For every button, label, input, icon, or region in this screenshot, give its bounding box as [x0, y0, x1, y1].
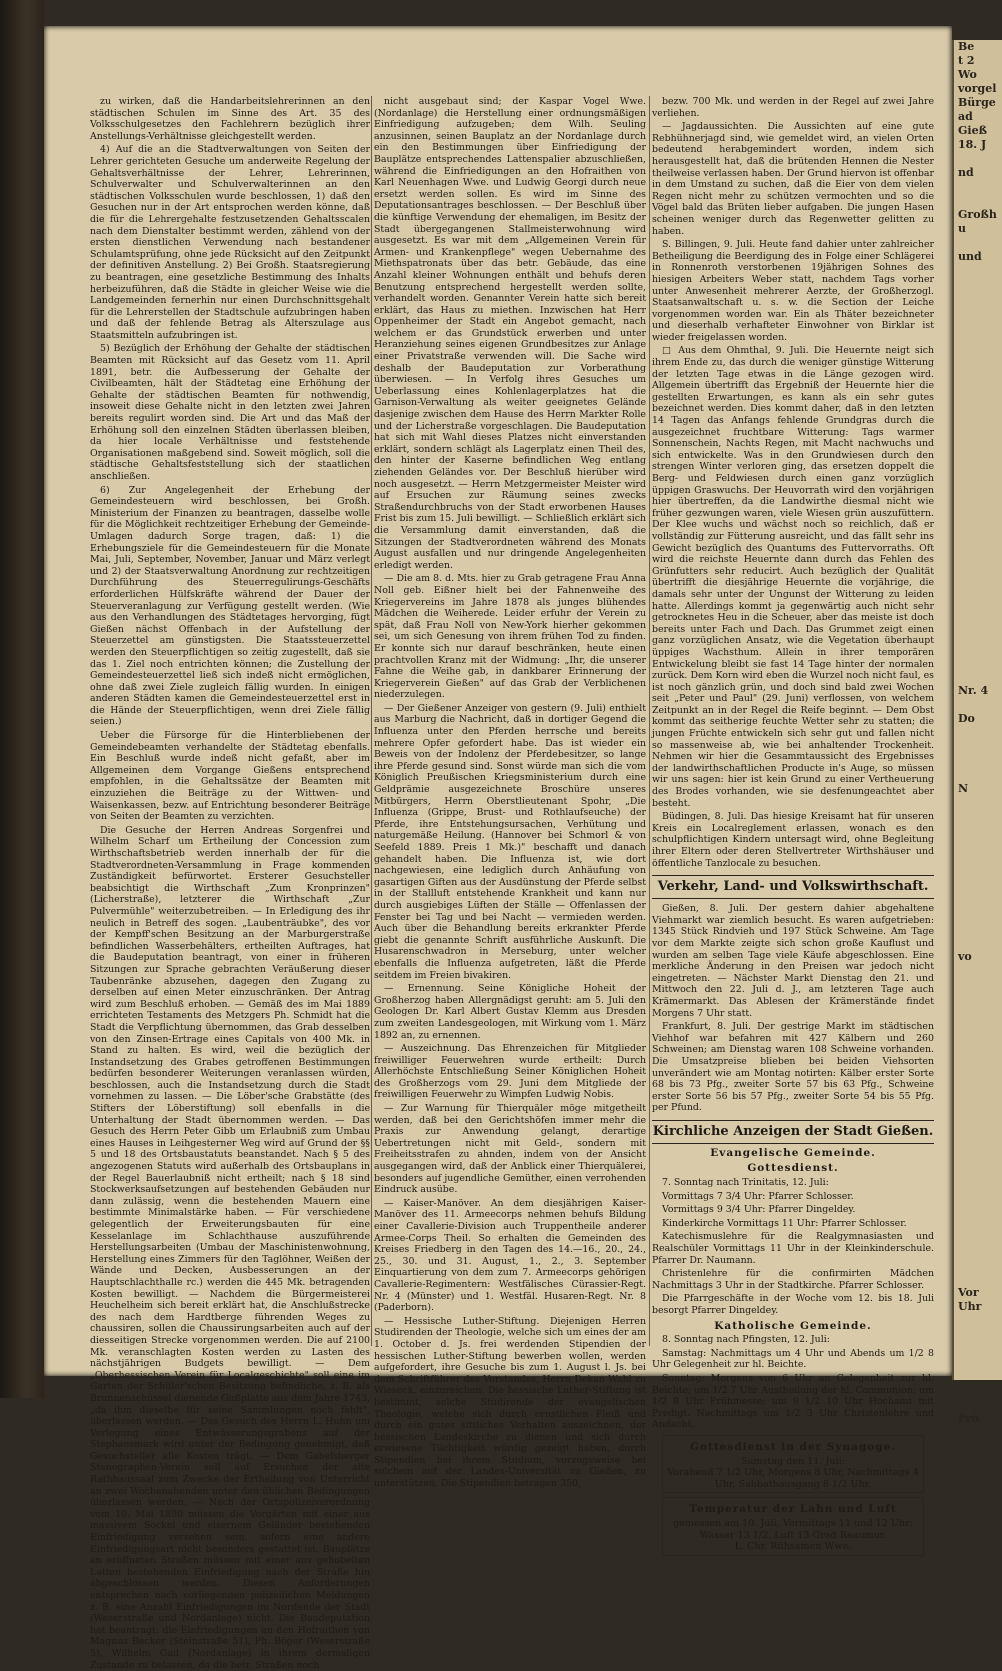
- adjacent-page-strip: [952, 40, 1002, 1425]
- strip-fragment: [954, 530, 1002, 544]
- article-paragraph: — Hessische Luther-Stiftung. Diejenigen Herren Studirenden der Theologie, welche sich um eines der am 1. October d. Js. frei werdenden Stipendien der hessischen Luther-Stiftung bewerben wollen, werden aufgefordert, ihre Gesuche bis zum 1. August l. Js. bei dem Schriftführer des Vorstandes, Herrn Dekan Wahl zu Wieseck, einzureichen. Die hessische Luther-Stiftung ist bestimmt, solche Studirende der evangelischen Theologie, welche sich durch ernstlichen Fleiß und durch ein gutes sittliches Verhalten auszeichnen, der hessischen Landeskirche zu dienen und sich durch erwiesene Tüchtigkeit würdig gezeigt haben, durch Stipendien bei ihrem Studium, vorzugsweise bei solchem auf der Landes-Universität zu Gießen, zu unterstützen. Die Stipendien betragen 350,: [374, 1315, 646, 1490]
- strip-fragment: [954, 180, 1002, 194]
- article-paragraph: zu wirken, daß die Handarbeitslehrerinnen an den städtischen Schulen im Sinne des Art. 35 des Volksschulgesetzes den Fachlehrern bezüglich ihrer Anstellungs-Verhältnisse gleichgestellt werden.: [90, 96, 370, 142]
- strip-fragment: [954, 1146, 1002, 1160]
- strip-fragment: [954, 908, 1002, 922]
- strip-fragment: [954, 544, 1002, 558]
- strip-fragment: [954, 824, 1002, 838]
- strip-fragment: [954, 1174, 1002, 1188]
- service-line: 7. Sonntag nach Trinitatis, 12. Juli:: [662, 1177, 829, 1189]
- strip-fragment: [954, 194, 1002, 208]
- article-paragraph: Ueber die Fürsorge für die Hinterbliebenen der Gemeindebeamten verhandelte der Städtetag ebenfalls. Ein Beschluß wurde indeß nicht gefaßt, aber im Allgemeinen dem Vorgange Gießens entsprechend empfohlen, in die Gehaltssätze der Beamten mit einzuziehen die Beiträge zu der Wittwen- und Waisenkassen, bezw. auf Entrichtung besonderer Beiträge von Seiten der Beamten zu verzichten.: [90, 730, 370, 823]
- article-paragraph: □ Aus dem Ohmthal, 9. Juli. Die Heuernte neigt sich ihrem Ende zu, das durch die weniger günstige Witterung der letzten Tage etwas in die Länge gezogen wird. Allgemein übertrifft das Ergebniß der Heuernte hier die gestellten Erwartungen, es kann als ein sehr gutes bezeichnet werden. Dies kommt daher, daß in den letzten 14 Tagen das Anfangs fehlende Grundgras durch die ausgezeichnet fruchtbare Witterung: Tags warmer Sonnenschein, Nachts Regen, mit Macht nachwuchs und sich entwickelte. Was in den Grundwiesen durch den strengen Winter verloren ging, das ersetzen doppelt die Berg- und Feldwiesen durch einen ganz vorzüglich üppigen Graswuchs. Der Heuvorrath wird den vorjährigen hier übertreffen, da die Landwirthe diesmal nicht wie früher gezwungen waren, viele Wiesen grün auszufüttern. Der Klee wuchs und wächst noch so reichlich, daß er vollständig zur Fütterung ausreicht, und das fällt sehr ins Gewicht bezüglich des Quantums des Futtervorraths. Oft wird die reichste Heuernte dann durch das Fehlen des Grünfutters sehr reducirt. Auch bezüglich der Qualität übertrifft die diesjährige Heuernte die vorjährige, die damals sehr unter der Ungunst der Witterung zu leiden hatte. Allerdings kommt ja gegenwärtig auch nicht sehr getrocknetes Heu in die Scheuer, aber das meiste ist doch bereits unter Fach und Dach. Das Grummet zeigt einen ganz vorzüglichen Ansatz, wie die Vegetation überhaupt üppiges Wachsthum. Allein in ihrer temporären Entwickelung bleibt sie fast 14 Tage hinter der normalen zurück. Dem Korn wird eben die Wurzel noch nicht faul, es ist noch gänzlich grün, und doch sind bald zwei Wochen seit „Peter und Paul" (29. Juni) verflossen, von welchem Zeitpunkt an in der Regel die Reife beginnt. — Dem Obst kommt das seitherige feuchte Wetter sehr zu statten; die jungen Früchte entwickeln sich sehr gut und fallen nicht so massenweise ab, wie bei anhaltender Trockenheit. Nehmen wir hier die Gesammtaussicht des Ergebnisses der landwirthschaftlichen Producte in's Auge, so müssen wir uns sagen: hier ist kein Grund zu einer Vertheuerung des Brodes vorhanden, wie sie desfenungeachtet aber besteht.: [652, 345, 934, 809]
- service-subtitle: Gottesdienst.: [747, 1162, 839, 1175]
- article-paragraph: — Die am 8. d. Mts. hier zu Grab getragene Frau Anna Noll geb. Eißner hielt bei der Fahnenweihe des Kriegervereins im Jahre 1878 als junges blühendes Mädchen die Weiherede. Leider erfuhr der Verein zu spät, daß Frau Noll von New-York hierher gekommen sei, um sich Genesung von ihrem frühen Tod zu finden. Er konnte sich nur darauf beschränken, heute einen prachtvollen Kranz mit der Widmung: „Ihr, die unserer Fahne die Weihe gab, in dankbarer Erinnerung der Kriegerverein Gießen" auf das Grab der Verblichenen niederzulegen.: [374, 573, 646, 701]
- evangelical-title: Evangelische Gemeinde.: [710, 1146, 876, 1159]
- strip-fragment: [954, 1216, 1002, 1230]
- strip-fragment: [954, 978, 1002, 992]
- strip-fragment: vo: [958, 950, 972, 963]
- article-paragraph: bezw. 700 Mk. und werden in der Regel auf zwei Jahre verliehen.: [652, 96, 934, 119]
- strip-fragment: [954, 1188, 1002, 1202]
- strip-fragment: [954, 1160, 1002, 1174]
- strip-fragment: [954, 1384, 1002, 1398]
- strip-fragment: [954, 726, 1002, 740]
- strip-fragment: [954, 1076, 1002, 1090]
- synagogue-box: [662, 1435, 924, 1493]
- strip-fragment: [954, 656, 1002, 670]
- service-line: Vormittags 7 3/4 Uhr: Pfarrer Schlosser.: [662, 1190, 854, 1202]
- strip-fragment: [954, 838, 1002, 852]
- strip-fragment: [954, 810, 1002, 824]
- strip-fragment: [954, 418, 1002, 432]
- strip-fragment: [954, 320, 1002, 334]
- strip-fragment: [954, 1132, 1002, 1146]
- strip-fragment: [954, 376, 1002, 390]
- column-2: [374, 96, 646, 1490]
- strip-fragment: Be: [958, 40, 975, 53]
- catholic-title: Katholische Gemeinde.: [714, 1319, 872, 1332]
- strip-fragment: [954, 1398, 1002, 1412]
- strip-fragment: Bürge: [958, 96, 996, 109]
- strip-fragment: [954, 390, 1002, 404]
- strip-fragment: und: [958, 250, 982, 263]
- strip-fragment: [954, 306, 1002, 320]
- strip-fragment: [954, 768, 1002, 782]
- strip-fragment: [954, 1370, 1002, 1384]
- strip-fragment: [954, 1356, 1002, 1370]
- service-line: Die Pfarrgeschäfte in der Woche vom 12. bis 18. Juli besorgt Pfarrer Dingeldey.: [652, 1293, 934, 1316]
- book-binding: [0, 0, 44, 1398]
- service-line: Katechismuslehre für die Realgymnasiasten und Realschüler Vormittags 11 Uhr in der Kleinkinderschule. Pfarrer Dr. Naumann.: [652, 1231, 934, 1266]
- strip-fragment: N: [958, 782, 969, 795]
- strip-fragment: [954, 572, 1002, 586]
- service-line: Samstag: Nachmittags um 4 Uhr und Abends um 1/2 8 Uhr Gelegenheit zur hl. Beichte.: [652, 1347, 934, 1371]
- article-paragraph: Büdingen, 8. Juli. Das hiesige Kreisamt hat für unseren Kreis ein Localreglement erlassen, wonach es den schulpflichtigen Kindern untersagt wird, ohne Begleitung ihrer Eltern oder deren Stellvertreter Wirthshäuser und öffentliche Tanzlocale zu besuchen.: [652, 811, 934, 869]
- strip-fragment: [954, 348, 1002, 362]
- section-heading-kirchliche: Kirchliche Anzeigen der Stadt Gießen.: [652, 1120, 934, 1144]
- strip-fragment: [954, 1020, 1002, 1034]
- strip-fragment: [954, 1090, 1002, 1104]
- strip-fragment: [954, 1314, 1002, 1328]
- strip-fragment: [954, 334, 1002, 348]
- article-paragraph: 4) Auf die an die Stadtverwaltungen von Seiten der Lehrer gerichteten Gesuche um anderweite Regelung der Gehaltsverhältnisse der Lehrer, Lehrerinnen, Schulverwalter und Schulverwalterinnen an den städtischen Volksschulen wurde beschlossen, 1) daß den Gesuchen nur in der Art entsprochen werden könne, daß die für die Lehrergehalte festzusetzenden Gehaltsscalen nach dem Dienstalter bestimmt werden, zählend von der ersten dienstlichen Verwendung nach bestandener Schulamtsprüfung, ohne jede Rücksicht auf den Zeitpunkt der definitiven Anstellung. 2) Bei Großh. Staatsregierung zu beantragen, eine gesetzliche Bestimmung des Inhalts herbeizuführen, daß die Städte in gleicher Weise wie die Landgemeinden fernerhin nur einen Durchschnittsgehalt für die Lehrerstellen der Stadtschule aufzubringen haben und daß der fehlende Betrag als Alterszulage aus Staatsmitteln aufzubringen ist.: [90, 144, 370, 341]
- strip-fragment: Vor: [958, 1286, 979, 1299]
- strip-fragment: ad: [958, 110, 973, 123]
- temperature-line: Wasser 13 1/2, Luft 13 Grad Reaumur.: [699, 1529, 887, 1541]
- article-paragraph: — Zur Warnung für Thierquäler möge mitgetheilt werden, daß bei den Gerichtshöfen immer mehr die Praxis zur Anwendung gelangt, derartige Uebertretungen nicht mit Geld-, sondern mit Freiheitsstrafen zu ahnden, indem von der Ansicht ausgegangen wird, daß der Anblick einer Thierquälerei, besonders auf jugendliche Gemüther, einen verrohenden Eindruck ausübe.: [374, 1103, 646, 1196]
- strip-fragment: [954, 936, 1002, 950]
- market-report: Gießen, 8. Juli. Der gestern dahier abgehaltene Viehmarkt war ziemlich besucht. Es waren aufgetrieben: 1345 Stück Rindvieh und 197 Stück Schweine. Am Tage vor dem Markte zeigte sich schon große Kauflust und wurden am selben Tage viele Käufe abgeschlossen. Eine merkliche Änderung in den Preisen war jedoch nicht eingetreten. — Nächster Markt Dienstag den 21. und Mittwoch den 22. Juli d. J., am letzteren Tage auch Krämermarkt. Das Ablesen der Krämerstände findet Morgens 7 Uhr statt.: [652, 903, 934, 1019]
- column-divider: [649, 96, 650, 1346]
- article-paragraph: — Kaiser-Manöver. An dem diesjährigen Kaiser-Manöver des 11. Armeecorps nehmen behufs Bildung einer Cavallerie-Division auch Truppentheile anderer Armee-Corps Theil. So erhalten die Gemeinden des Kreises Friedberg in den Tagen des 14.—16., 20., 24., 25., 30. und 31. August, 1., 2., 3. September Einquartierung von dem zum 7. Armeecorps gehörigen Cavallerie-Regimentern: Westfälisches Cürassier-Regt. Nr. 4 (Münster) und 1. Westfäl. Husaren-Regt. Nr. 8 (Paderborn).: [374, 1197, 646, 1314]
- strip-fragment: [954, 516, 1002, 530]
- strip-fragment: [954, 1104, 1002, 1118]
- strip-fragment: [954, 754, 1002, 768]
- strip-fragment: [954, 502, 1002, 516]
- strip-fragment: [954, 1202, 1002, 1216]
- service-line: Sonntag: Morgens von 6 Uhr an Gelegenheit zur hl. Beichte; um 1/2 7 Uhr Austheilung der hl. Communion; um 1/2 8 Uhr Frühmesse; um 9 1/2 10 Uhr Hochamt mit Predigt. Nachmittags um 1/2 3 Uhr Christenlehre und Andacht.: [652, 1372, 934, 1431]
- strip-fragment: Uhr: [958, 1300, 982, 1313]
- section-heading-verkehr: Verkehr, Land- und Volkswirthschaft.: [652, 875, 934, 899]
- strip-fragment: Nr. 4: [958, 684, 989, 697]
- strip-fragment: [954, 558, 1002, 572]
- strip-fragment: [954, 1048, 1002, 1062]
- strip-fragment: [954, 614, 1002, 628]
- strip-fragment: Großh: [958, 208, 997, 221]
- strip-fragment: [954, 586, 1002, 600]
- strip-fragment: t 2: [958, 54, 975, 67]
- strip-fragment: Gieß: [958, 124, 987, 137]
- strip-fragment: [954, 292, 1002, 306]
- temperature-line: L. Chr. Rühsamen Wwe.: [734, 1541, 852, 1553]
- strip-fragment: [954, 670, 1002, 684]
- article-paragraph: — Jagdaussichten. Die Aussichten auf eine gute Rebhühnerjagd sind, wie gemeldet wird, an vielen Orten bedeutend herabgemindert worden, indem sich herausgestellt hat, daß die brütenden Hennen die Nester theilweise verlassen haben. Der Grund hiervon ist offenbar in dem Umstand zu suchen, daß die Eier von dem vielen Regen nicht mehr zu schützen vermochten und so die Vögel bald das Brüten lieber aufgaben. Die jungen Hasen scheinen weniger durch das Regenwetter gelitten zu haben.: [652, 121, 934, 237]
- service-line: 8. Sonntag nach Pfingsten, 12. Juli:: [662, 1334, 830, 1346]
- strip-fragment: [954, 278, 1002, 292]
- strip-fragment: [954, 1230, 1002, 1244]
- strip-fragment: [954, 1342, 1002, 1356]
- article-paragraph: — Ernennung. Seine Königliche Hoheit der Großherzog haben Allergnädigst geruht: am 5. Juli den Geologen Dr. Karl Albert Gustav Klemm aus Dresden zum zweiten Landesgeologen, mit Wirkung vom 1. März 1892 an, zu ernennen.: [374, 983, 646, 1041]
- strip-fragment: [954, 264, 1002, 278]
- strip-fragment: [954, 894, 1002, 908]
- column-1: [90, 96, 370, 1671]
- strip-fragment: [954, 1006, 1002, 1020]
- strip-fragment: [954, 628, 1002, 642]
- strip-fragment: [954, 600, 1002, 614]
- strip-fragment: Frü: [958, 1412, 980, 1425]
- strip-fragment: [954, 698, 1002, 712]
- strip-fragment: [954, 1118, 1002, 1132]
- strip-fragment: [954, 964, 1002, 978]
- strip-fragment: [954, 1258, 1002, 1272]
- strip-fragment: [954, 488, 1002, 502]
- market-report: Frankfurt, 8. Juli. Der gestrige Markt im städtischen Viehhof war befahren mit 427 Kälbern und 260 Schweinen; am Dienstag waren 108 Schweine vorhanden. Die Umsatzpreise blieben bei beiden Viehsorten unverändert wie am Montag notirten: Kälber erster Sorte 68 bis 73 Pfg., zweiter Sorte 57 bis 63 Pfg., Schweine erster Sorte 56 bis 57 Pfg., zweiter Sorte 54 bis 55 Pfg. per Pfund.: [652, 1021, 934, 1114]
- article-paragraph: 6) Zur Angelegenheit der Erhebung der Gemeindesteuern wird beschlossen, bei Großh. Ministerium der Finanzen zu beantragen, dasselbe wolle für die Möglichkeit rechtzeitiger Erhebung der Gemeinde-Umlagen dadurch Sorge tragen, daß: 1) die Erhebungsziele für die Gemeindesteuern für die Monate Mai, Juli, September, November, Januar und März verlegt und 2) der Staatsverwaltung Anordnung zur rechtzeitigen Durchführung des Steuerregulirungs-Geschäfts erforderlichen Hülfskräfte während der Dauer der Steuerveranlagung zur Verfügung gestellt werden. (Wie aus den Verhandlungen des Städtetages hervorging, fügt Gießen nächst Offenbach in der Aufstellung der Steuerzettel am günstigsten. Die Staatssteuerzettel werden den Steuerpflichtigen so zeitig zugestellt, daß sie das 1. Ziel noch entrichten können; die Zustellung der Gemeindesteuerzettel ließ sich indeß nicht ermöglichen, ohne daß zwei Ziele zugleich fällig wurden. In einigen anderen Städten kamen die Gemeindesteuerzettel erst in die Hände der Steuerpflichtigen, wenn drei Ziele fällig seien.): [90, 484, 370, 728]
- article-paragraph: — Auszeichnung. Das Ehrenzeichen für Mitglieder freiwilliger Feuerwehren wurde ertheilt: Durch Allerhöchste Entschließung Seiner Königlichen Hoheit des Großherzogs vom 29. Juni dem Mitgliede der freiwilligen Feuerwehr zu Wimpfen Ludwig Nobis.: [374, 1043, 646, 1101]
- strip-fragment: [954, 1244, 1002, 1258]
- article-paragraph: S. Billingen, 9. Juli. Heute fand dahier unter zahlreicher Betheiligung die Beerdigung des in Folge einer Schlägerei in Ronnenroth verstorbenen 19jährigen Sohnes des hiesigen Arbeiters Weber statt, nachdem Tags vorher unter Anwesenheit mehrerer Aerzte, der Großherzogl. Staatsanwaltschaft u. s. w. die Section der Leiche vorgenommen worden war. Ein als Thäter bezeichneter und dieserhalb verhafteter Einwohner von Birklar ist wieder freigelassen worden.: [652, 239, 934, 343]
- strip-fragment: [954, 362, 1002, 376]
- strip-fragment: vorgel: [958, 82, 997, 95]
- article-paragraph: Die Gesuche der Herren Andreas Sorgenfrei und Wilhelm Scharf um Ertheilung der Concession zum Wirthschaftsbetrieb werden innerhalb der für die Stadtverordneten-Versammlung in Frage kommenden Zuständigkeit befürwortet. Ersterer Gesuchsteller beabsichtigt die Wirthschaft „Zum Kronprinzen" (Licherstraße), letzterer die Wirthschaft „Zur Pulvermühle" weiterzubetreiben. — In Erledigung des ihr neulich in Betreff des sogen. „Laubenträubke", des vor der Kempff'schen Besitzung an der Marburgerstraße befindlichen Wasserbehälters, ertheilten Auftrages, hat die Baudeputation beantragt, von einer in früheren Sitzungen zur Sprache gebrachten Veräußerung dieser Taubenränke abzusehen, dagegen den Zugang zu derselben auf einen Meter einzuschränken. Der Antrag wird zum Beschluß erhoben. — Gemäß des im Mai 1889 errichteten Testaments des Metzgers Ph. Schmidt hat die Stadt die Verpflichtung übernommen, das Grab desselben von den Zinsen-Ertrage eines Capitals von 400 Mk. in Stand zu halten. Es wird, weil die bezüglich der Instandsetzung des Grabes getroffenen Bestimmungen bedürfen besonderer Weiterungen veranlassen würden, beschlossen, auch die Instandsetzung durch die Stadt vornehmen zu lassen. — Die Löber'sche Grabstätte (des Stifters der Löberstiftung) soll ebenfalls in die Unterhaltung der Stadt übernommen werden. — Das Gesuch des Herrn Peter Gibb um Erlaubniß zum Umbau eines Hauses in Leihgesterner Weg wird auf Grund der §§ 5 und 18 des Ortsbaustatuts beanstandet. Nach § 5 des angezogenen Statuts wird außerhalb des Ortsbauplans in der Regel Bauerlaubniß nicht ertheilt; nach § 18 sind Stockwerksaufsetzungen auf bestehenden Gebäuden nur dann zulässig, wenn die bestehenden Mauern eine bestimmte Minimalstärke haben. — Für verschiedene gelegentlich der Erweiterungsbauten für eine Kesselanlage im Schlachthause auszuführende Herstellungsarbeiten (Umbau der Maschinistenwohnung, Herstellung eines Zimmers für den Taglöhner, Weißen der Wände und Decken, Ausbesserungen an der Hauptschlachthalle rc.) werden die 445 Mk. betragenden Kosten bewilligt. — Nachdem die Bürgermeisterei Heuchelheim sich bereit erklärt hat, die Anschlußstrecke des nach dem Hardtberge führenden Weges zu chaussiren, sollen die Chaussirungsarbeiten auch auf der diesseitigen Strecke vorgenommen werden. Die auf 2100 Mk. veranschlagten Kosten werden zu Lasten des nächstjährigen Budgets bewilligt. — Dem „Oberhessischen Verein für Localgeschichte" soll eine im Garten der Schüler'schen Besitzung befindliche, z. B. als Brunnenschüssel dienende Gußplatte aus dem Jahre 1743, „da ihm dieselbe für seine Sammlungen noch fehlt", überlassen werden. — Das Gesuch des Herrn L. Huhn um Verlegung eines Entwässerungsgrabens auf der Stephansmark wird unter der Bedingung genehmigt, daß Gesuchsteller alle Kosten trägt. — Dem Gabelsberger Stenographen-Verein soll auf Ersuchen der alte Rathhaussaal zum Zwecke der Ertheilung von Unterricht an zwei Wochenabenden unter den üblichen Bedingungen überlassen werden. — Nach der Ortspolizeiverordnung vom 10. Mai 1890 müssen die Vorgärten mit einer aus massivem Sockel und eisernem Geländer bestehenden Einfriedigung versehen sein, sofern eine andere Einfriedigungsart nicht besonders gestattet ist. Bauplätze an eröffneten Straßen müssen mit einer aus gehobelten Latten bestehenden Einfriedigung nach der Straße hin abgeschlossen werden. Diesen Anforderungen entsprechen nach vorliegenden polizeilichen Meldungen z. B. eine Anzahl Einfriedigungen im Nordende der Stadt (Weserstraße und Nordanlage) nicht. Die Baudeputation hat beantragt: die Einfriedigungen an den Hofraithen von Magnus Becker (Steinstraße 51), Ph. Böger (Weserstraße 5), Wilhelm Gail (Nordanlage) in ihrem dermaligen Zustande zu belassen, da die betr. Straßen noch: [90, 824, 370, 1671]
- strip-fragment: u: [958, 222, 966, 235]
- service-line: Christenlehre für die confirmirten Mädchen Nachmittags 3 Uhr in der Stadtkirche. Pfarrer Schlosser.: [652, 1268, 934, 1291]
- service-line: Kinderkirche Vormittags 11 Uhr: Pfarrer Schlosser.: [662, 1217, 907, 1229]
- strip-fragment: [954, 236, 1002, 250]
- strip-fragment: [954, 152, 1002, 166]
- strip-fragment: [954, 866, 1002, 880]
- article-paragraph: nicht ausgebaut sind; der Kaspar Vogel Wwe. (Nordanlage) die Herstellung einer ordnungsmäßigen Einfriedigung aufzugeben; dem Wilh. Seuling anzusinnen, seinen Bauplatz an der Nordanlage durch ein den Bestimmungen über Einfriedigung der Bauplätze entsprechendes Lattenspalier abzuschließen, während die Einfriedigungen an den Hofraithen von Karl Neuenhagen Wwe. und Ludwig Georgi durch neue ersetzt werden sollen. Es wird im Sinne des Deputationsantrages beschlossen. — Der Beschluß über die künftige Verwendung der ehemaligen, im Besitz der Stadt übergegangenen Stallmeisterwohnung wird ausgesetzt. Es war mit dem „Allgemeinen Verein für Armen- und Krankenpflege" wegen Uebernahme des Miethspatronats über das betr. Gebäude, das eine Anzahl kleiner Wohnungen enthält und behufs deren Benutzung entsprechend hergestellt werden sollte, verhandelt worden. Genannter Verein hatte sich bereit erklärt, das Haus zu miethen. Inzwischen hat Herr Oppenheimer der Stadt ein Angebot gemacht, nach welchem er das Grundstück erwerben und unter Heranziehung seines eigenen Grundbesitzes zur Anlage einer Privatstraße verwenden will. Die Sache wird deshalb der Baudeputation zur Vorberathung überwiesen. — In Verfolg ihres Gesuches um Ueberlassung eines Kohlenlagerplatzes hat die Garnison-Verwaltung als weiter geeignetes Gelände dasjenige zwischen dem Hause des Herrn Markter Rolle und der Licherstraße vorgeschlagen. Die Baudeputation hat sich mit Wahl dieses Platzes nicht einverstanden erklärt, sondern schlägt als Lagerplatz einen Theil des, den hinter der Kaserne befindlichen Weg entlang ziehenden Geländes vor. Der Beschluß hierüber wird noch ausgesetzt. — Herrn Metzgermeister Meister wird auf Ersuchen zur Räumung seines zwecks Straßendurchbruchs von der Stadt erworbenen Hauses Frist bis zum 15. Juli bewilligt. — Schließlich erklärt sich die Versammlung damit einverstanden, daß die Sitzungen der Stadtverordneten während des Monats August ausfallen und nur dringende Angelegenheiten erledigt werden.: [374, 96, 646, 571]
- strip-fragment: [954, 474, 1002, 488]
- strip-fragment: [954, 992, 1002, 1006]
- strip-fragment: Wo: [958, 68, 977, 81]
- strip-fragment: [954, 1272, 1002, 1286]
- strip-fragment: Do: [958, 712, 975, 725]
- synagogue-line: Samstag den 11. Juli:: [741, 1455, 845, 1467]
- strip-fragment: [954, 404, 1002, 418]
- strip-fragment: [954, 432, 1002, 446]
- strip-fragment: [954, 796, 1002, 810]
- strip-fragment: [954, 446, 1002, 460]
- strip-fragment: 18. J: [958, 138, 987, 151]
- strip-fragment: [954, 1034, 1002, 1048]
- strip-fragment: [954, 740, 1002, 754]
- temperature-line: gemessen am 10. Juli, Vormittags 11 und 12 Uhr:: [672, 1517, 914, 1529]
- strip-fragment: nd: [958, 166, 974, 179]
- strip-fragment: [954, 852, 1002, 866]
- strip-fragment: [954, 642, 1002, 656]
- strip-fragment: [954, 880, 1002, 894]
- service-line: Vormittags 9 3/4 Uhr: Pfarrer Dingeldey.: [662, 1204, 856, 1216]
- article-paragraph: — Der Gießener Anzeiger von gestern (9. Juli) enthielt aus Marburg die Nachricht, daß in dortiger Gegend die Influenza unter den Pferden herrsche und bereits mehrere Opfer gefordert habe. Das ist wieder ein Beweis von der Indolenz der Pferdebesitzer, so lange ihre Pferde gesund sind. Sonst würde man sich die vom Königlich Preußischen Kriegsministerium durch eine Geldprämie ausgezeichnete Broschüre unseres Mitbürgers, Herrn Oberstlieutenant Spohr, „Die Influenza (Grippe, Brust- und Rothlaufseuche) der Pferde, ihre Entstehungsursachen, Verhütung und naturgemäße Heilung. (Hannover bei Schmorl & von Seefeld 1889. Preis 1 Mk.)" beschafft und danach gehandelt haben. Die Influenza ist, wie dort nachgewiesen, eine lediglich durch Anhäufung von gasartigen Giften aus der Ausdünstung der Pferde selbst in der Stallluft entstehende Krankheit und kann nur durch ausgiebiges Lüften der Ställe — Offenlassen der Fenster bei Tag und bei Nacht — vermieden werden. Auch über die Behandlung bereits erkrankter Pferde giebt die genannte Schrift ausführliche Auskunft. Die Husarenschwadron in Merseburg, unter welcher ebenfalls die Influenza aufgetreten, läßt die Pferde seitdem im Freien bivakiren.: [374, 702, 646, 981]
- column-3: [652, 96, 934, 1553]
- strip-fragment: [954, 460, 1002, 474]
- synagogue-line: Vorabend 7 1/2 Uhr, Morgens 8 Uhr, Nachmittags 4 Uhr, Sabbathausgang 8 1/2 Uhr.: [667, 1467, 919, 1490]
- temperature-title: Temperatur der Lahn und Luft: [689, 1503, 897, 1516]
- article-paragraph: 5) Bezüglich der Erhöhung der Gehalte der städtischen Beamten mit Rücksicht auf das Gesetz vom 11. April 1891, betr. die Aufbesserung der Gehalte der Civilbeamten, hält der Städtetag eine Erhöhung der Gehalte der städtischen Beamten für nothwendig, insoweit diese Gehalte nicht in den letzten zwei Jahren bereits regulirt worden sind. Die Art und das Maß der Erhöhung soll den einzelnen Städten überlassen bleiben, da hier locale Verhältnisse und feststehende Organisationen maßgebend sind. Soweit möglich, soll die städtische Gehaltsfeststellung sich der staatlichen anschließen.: [90, 343, 370, 482]
- strip-fragment: [954, 1062, 1002, 1076]
- strip-fragment: [954, 1328, 1002, 1342]
- strip-fragment: [954, 922, 1002, 936]
- temperature-box: [662, 1497, 924, 1555]
- column-divider: [371, 96, 372, 1346]
- synagogue-title: Gottesdienst in der Synagoge.: [690, 1440, 896, 1453]
